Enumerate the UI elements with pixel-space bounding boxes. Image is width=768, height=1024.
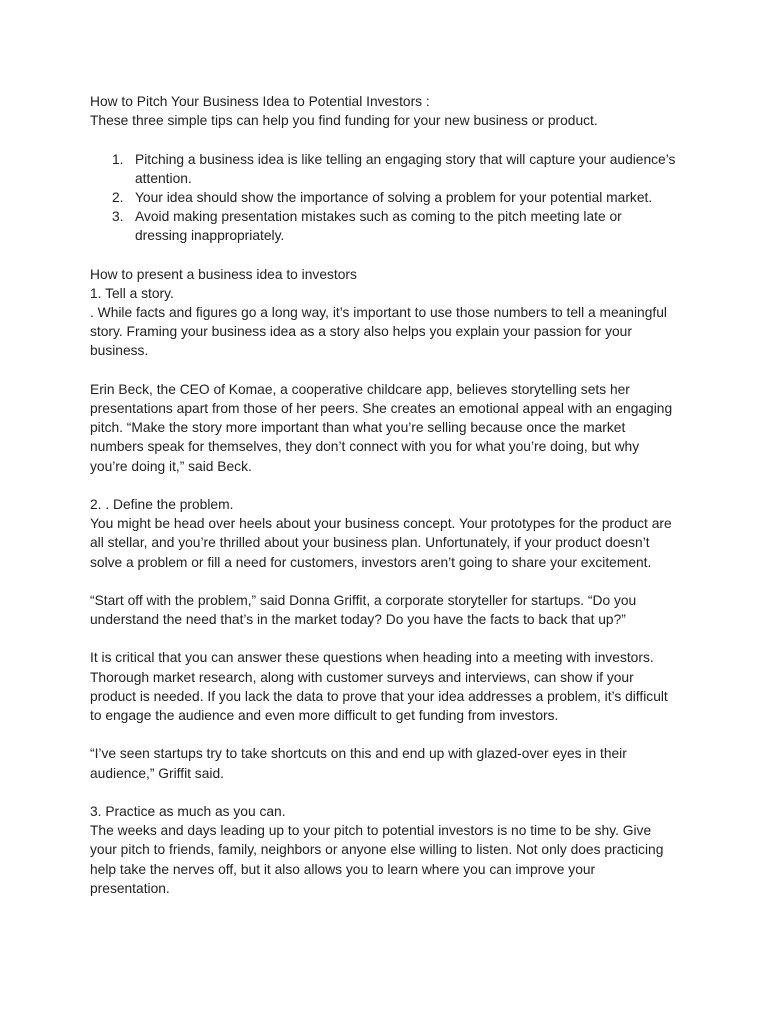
section-3-heading: 3. Practice as much as you can.	[90, 803, 286, 819]
spacer	[90, 246, 690, 265]
tips-list	[90, 150, 690, 246]
paragraph-line: It is critical that you can answer these questions when heading into a meeting with investors.	[90, 650, 654, 666]
document-title: How to Pitch Your Business Idea to Potential Investors :	[90, 94, 430, 109]
paragraph-line: “Start off with the problem,” said Donna Griffit, a corporate storyteller for startups. “Do you	[90, 592, 637, 608]
paragraph-line: solve a problem or fill a need for customers, investors aren’t going to share your excitement.	[90, 554, 652, 570]
paragraph-line: Erin Beck, the CEO of Komae, a cooperative childcare app, believes storytelling sets her	[90, 381, 630, 397]
paragraph	[90, 514, 690, 572]
list-item-text: dressing inappropriately.	[135, 228, 285, 244]
section-heading: How to present a business idea to investors	[90, 266, 357, 282]
paragraph	[90, 648, 690, 725]
paragraph	[90, 744, 690, 782]
section-2-heading: 2. . Define the problem.	[90, 496, 234, 512]
list-item-text: attention.	[135, 170, 192, 186]
paragraph-line: The weeks and days leading up to your pitch to potential investors is no time to be shy. Give	[90, 823, 652, 839]
spacer	[90, 783, 690, 802]
paragraph-line: presentations apart from those of her peers. She creates an emotional appeal with an engaging	[90, 401, 673, 416]
list-item-text: Pitching a business idea is like telling an engaging story that will capture your audience’s	[135, 151, 676, 167]
paragraph-line: presentation.	[90, 880, 170, 896]
spacer	[90, 725, 690, 744]
paragraph-line: pitch. “Make the story more important than what you’re selling because once the market	[90, 420, 626, 436]
paragraph-line: Thorough market research, along with customer surveys and interviews, can show if your	[90, 669, 634, 685]
paragraph-line: to engage the audience and even more difficult to get funding from investors.	[90, 708, 559, 723]
paragraph	[90, 821, 690, 898]
document-page	[90, 92, 690, 898]
paragraph-line: “I’ve seen startups try to take shortcuts on this and end up with glazed-over eyes in their	[90, 746, 627, 762]
paragraph-line: understand the need that’s in the market today? Do you have the facts to back that up?”	[90, 612, 626, 628]
section-1-heading: 1. Tell a story.	[90, 285, 174, 301]
list-item-text: Your idea should show the importance of solving a problem for your potential market.	[135, 189, 653, 205]
list-item	[90, 150, 690, 188]
paragraph-line: numbers speak for themselves, they don’t connect with you for what you’re doing, but why	[90, 439, 640, 455]
list-number: 3.	[112, 209, 124, 225]
paragraph-line: all stellar, and you’re thrilled about your business plan. Unfortunately, if your product doesn’t	[90, 535, 650, 551]
spacer	[90, 629, 690, 648]
spacer	[90, 130, 690, 149]
spacer	[90, 476, 690, 495]
paragraph	[90, 380, 690, 476]
list-number: 2.	[112, 189, 124, 205]
list-item-text: Avoid making presentation mistakes such as coming to the pitch meeting late or	[135, 209, 622, 225]
spacer	[90, 572, 690, 591]
list-item	[90, 188, 690, 207]
paragraph	[90, 303, 690, 361]
paragraph-line: you’re doing it,” said Beck.	[90, 458, 252, 474]
intro-text: These three simple tips can help you find funding for your new business or product.	[90, 113, 598, 129]
paragraph	[90, 591, 690, 629]
paragraph-line: business.	[90, 343, 149, 359]
list-number: 1.	[112, 151, 124, 167]
spacer	[90, 361, 690, 380]
paragraph-line: You might be head over heels about your business concept. Your prototypes for the product are	[90, 516, 672, 532]
list-item	[90, 207, 690, 245]
paragraph-line: audience,” Griffit said.	[90, 765, 224, 781]
paragraph-line: product is needed. If you lack the data to prove that your idea addresses a problem, it’s difficult	[90, 688, 668, 704]
paragraph-line: your pitch to friends, family, neighbors or anyone else willing to listen. Not only does practicing	[90, 842, 664, 858]
paragraph-line: help take the nerves off, but it also allows you to learn where you can improve your	[90, 861, 596, 877]
paragraph-line: story. Framing your business idea as a story also helps you explain your passion for your	[90, 324, 632, 340]
paragraph-line: . While facts and figures go a long way, it’s important to use those numbers to tell a meaningful	[90, 305, 667, 321]
